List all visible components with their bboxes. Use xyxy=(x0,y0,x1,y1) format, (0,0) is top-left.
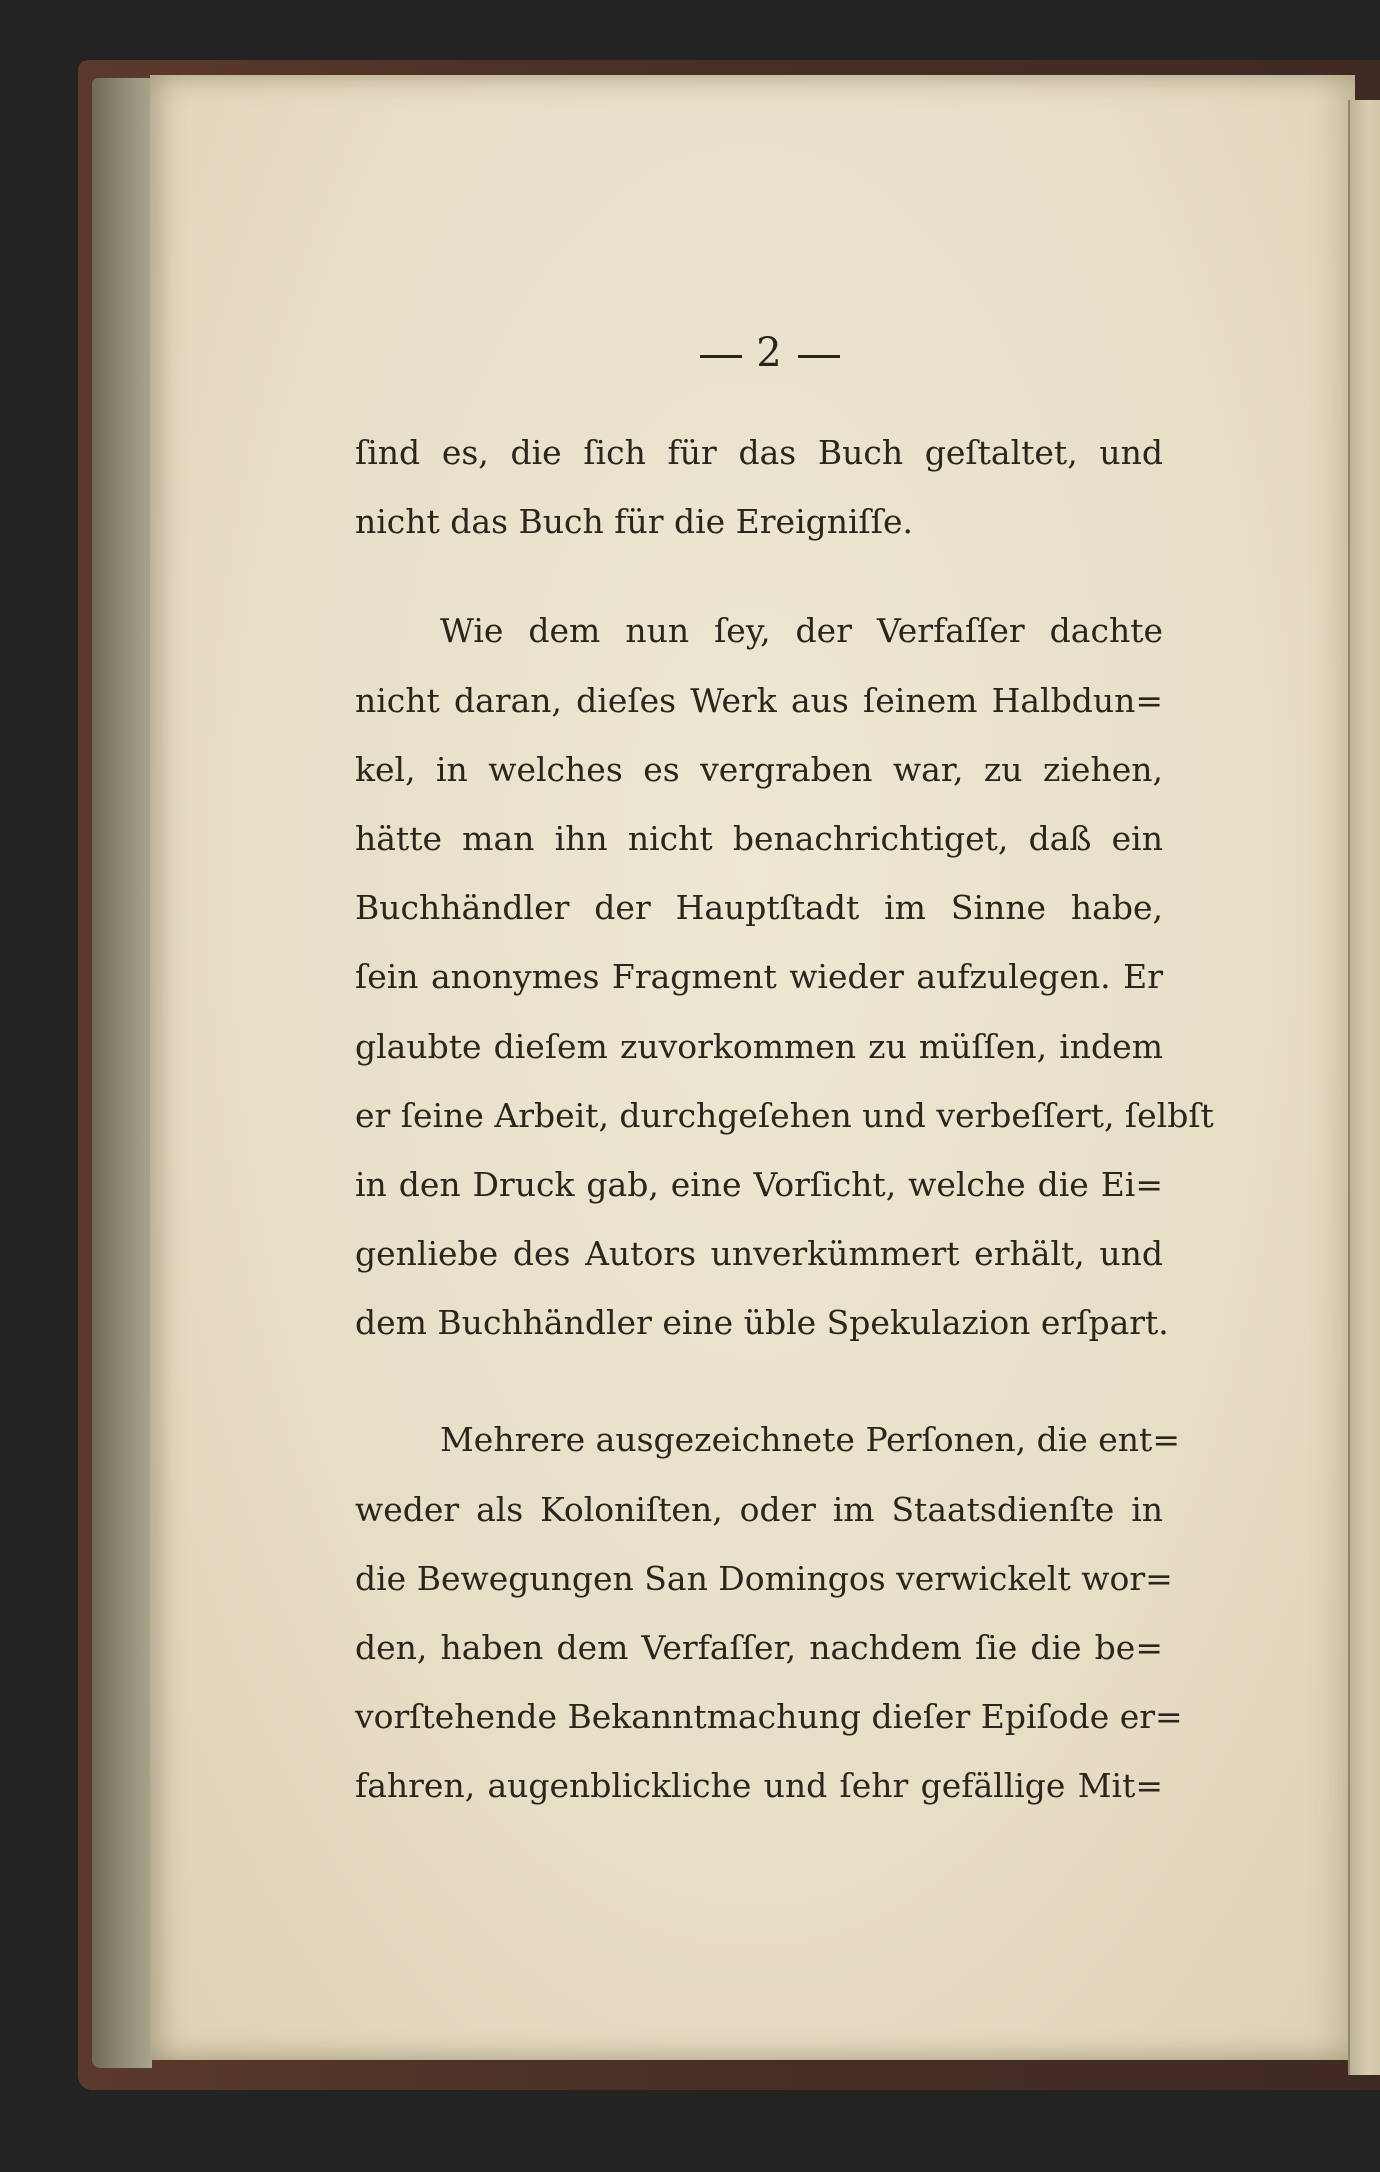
text-line: genliebe des Autors unverkümmert erhält, und xyxy=(355,1234,1163,1274)
page-number xyxy=(660,330,880,376)
page-number-value: 2 xyxy=(756,330,784,376)
text-line: nicht daran, dieſes Werk aus ſeinem Halbdun= xyxy=(355,680,1163,720)
text-line: dem Buchhändler eine üble Spekulazion erſpart. xyxy=(355,1303,1169,1343)
text-line: Buchhändler der Hauptſtadt im Sinne habe, xyxy=(355,888,1163,928)
text-line: ſein anonymes Fragment wieder aufzulegen. Er xyxy=(355,957,1163,997)
text-line: glaubte dieſem zuvorkommen zu müſſen, indem xyxy=(355,1026,1163,1066)
text-line: er ſeine Arbeit, durchgeſehen und verbeſſert, ſelbſt xyxy=(355,1095,1214,1135)
text-line: Wie dem nun ſey, der Verfaſſer dachte xyxy=(440,611,1163,651)
text-line: nicht das Buch für die Ereigniſſe. xyxy=(355,502,914,542)
text-line: in den Druck gab, eine Vorſicht, welche die Ei= xyxy=(355,1164,1163,1204)
paragraph-2 xyxy=(355,596,1214,1357)
text-line: Mehrere ausgezeichnete Perſonen, die ent= xyxy=(440,1420,1180,1460)
body-text xyxy=(355,418,1214,1821)
paragraph-3 xyxy=(355,1405,1183,1820)
text-line: ſind es, die ſich für das Buch geſtaltet, und xyxy=(355,433,1163,472)
dash-right xyxy=(798,355,840,358)
paragraph-1 xyxy=(355,418,1163,556)
text-line: hätte man ihn nicht benachrichtiget, daß ein xyxy=(355,818,1163,858)
text-line: die Bewegungen San Domingos verwickelt wor= xyxy=(355,1558,1173,1598)
facing-page-edge xyxy=(1348,100,1380,2075)
dash-left xyxy=(700,355,742,358)
text-line: den, haben dem Verfaſſer, nachdem ſie die be= xyxy=(355,1628,1163,1667)
text-line: kel, in welches es vergraben war, zu ziehen, xyxy=(355,749,1163,789)
text-line: weder als Koloniſten, oder im Staatsdienſte in xyxy=(355,1489,1163,1529)
text-line: vorſtehende Bekanntmachung dieſer Epiſode er= xyxy=(355,1697,1183,1737)
text-line: fahren, augenblickliche und ſehr gefällige Mit= xyxy=(355,1766,1163,1806)
page-block-edge xyxy=(92,78,152,2068)
